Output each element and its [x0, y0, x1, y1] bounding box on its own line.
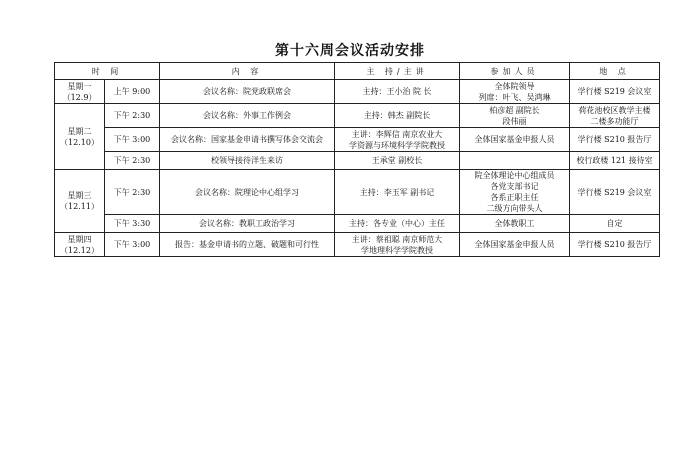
- time-cell: 下午 2:30: [105, 152, 160, 170]
- header-content: 内 容: [160, 63, 335, 80]
- header-time: 时 间: [55, 63, 160, 80]
- table-header-row: [55, 63, 660, 80]
- participants-line: 柏彦超 副院长: [489, 105, 540, 115]
- weekday-label: 星期三: [67, 191, 92, 200]
- host-cell: [335, 170, 460, 215]
- host-line: 主讲：李辉信 南京农业大: [351, 129, 443, 139]
- time-cell: 上午 9:00: [105, 80, 160, 104]
- participants-line: 全体国家基金申报人员: [474, 135, 555, 144]
- weekday-label: 星期四: [67, 234, 92, 244]
- host-line: 王承堂 副校长: [371, 156, 423, 165]
- location-cell: [570, 170, 660, 215]
- location-cell: [570, 215, 660, 233]
- host-line: 主持：各专业（中心）主任: [349, 219, 446, 228]
- participants-cell: [460, 128, 570, 152]
- date-label: （12.10）: [60, 137, 99, 147]
- participants-cell: [460, 215, 570, 233]
- location-line: 二楼多功能厅: [590, 116, 639, 126]
- participants-line: 全体国家基金申报人员: [474, 240, 555, 249]
- content-cell: 校领导接待洋生来访: [160, 152, 335, 170]
- participants-line: 各系正职主任: [490, 193, 539, 202]
- time-cell: 下午 2:30: [105, 104, 160, 128]
- location-cell: [570, 128, 660, 152]
- host-line: 主持：李玉军 副书记: [359, 187, 435, 197]
- host-line: 主讲：蔡祖聪 南京师范大: [351, 234, 443, 244]
- content-cell: 会议名称：教职工政治学习: [160, 215, 335, 233]
- participants-cell: [460, 233, 570, 257]
- location-line: 学行楼 S210 报告厅: [577, 135, 652, 144]
- page-title: 第十六周会议活动安排: [275, 43, 425, 59]
- participants-line: 列席：叶飞、吴鸿琳: [478, 92, 551, 102]
- location-cell: [570, 233, 660, 257]
- content-cell: 会议名称：院党政联席会: [160, 80, 335, 104]
- host-cell: [335, 233, 460, 257]
- participants-line: 全体院领导: [494, 81, 535, 91]
- location-line: 荷花池校区教学主楼: [578, 105, 651, 115]
- host-line: 主持：韩杰 副院长: [363, 111, 431, 120]
- participants-cell: [460, 104, 570, 128]
- weekday-label: 星期二: [67, 126, 92, 136]
- content-cell: 会议名称：国家基金申请书撰写体会交流会: [160, 128, 335, 152]
- participants-line: 段伟丽: [502, 116, 527, 126]
- host-line: 主持：王小治 院 长: [362, 87, 432, 96]
- schedule-table: [54, 62, 660, 257]
- header-location: 地 点: [570, 63, 660, 80]
- participants-line: 院全体理论中心组成员: [474, 171, 555, 180]
- time-cell: 下午 2:30: [105, 170, 160, 215]
- location-line: 学行楼 S219 会议室: [577, 187, 652, 197]
- host-cell: [335, 152, 460, 170]
- table-row: [55, 233, 660, 257]
- participants-cell: [460, 80, 570, 104]
- day-cell: [55, 233, 105, 257]
- location-line: 学行楼 S219 会议室: [577, 87, 652, 96]
- location-cell: [570, 104, 660, 128]
- host-cell: [335, 215, 460, 233]
- participants-cell: [460, 152, 570, 170]
- participants-cell: [460, 170, 570, 215]
- date-label: （12.12）: [60, 245, 99, 255]
- header-participants: 参加人员: [460, 63, 570, 80]
- table-row: [55, 80, 660, 104]
- content-cell: 会议名称：外事工作例会: [160, 104, 335, 128]
- day-cell: [55, 170, 105, 233]
- participants-line: 各党支部书记: [490, 182, 539, 191]
- table-row: [55, 104, 660, 128]
- content-cell: 报告：基金申请书的立题、破题和可行性: [160, 233, 335, 257]
- host-line: 学资源与环境科学学院教授: [349, 140, 446, 150]
- header-host: 主 持/主讲: [335, 63, 460, 80]
- table-row: [55, 170, 660, 215]
- table-row: [55, 215, 660, 233]
- content-cell: 会议名称：院理论中心组学习: [160, 170, 335, 215]
- location-line: 学行楼 S210 报告厅: [577, 240, 652, 249]
- host-cell: [335, 128, 460, 152]
- location-line: 自定: [606, 219, 623, 228]
- time-cell: 下午 3:00: [105, 233, 160, 257]
- location-line: 校行政楼 121 接待室: [576, 156, 653, 165]
- host-cell: [335, 80, 460, 104]
- host-cell: [335, 104, 460, 128]
- host-line: 学地理科学学院教授: [361, 245, 434, 255]
- date-label: （12.11）: [60, 202, 99, 211]
- participants-line: 全体教职工: [494, 219, 535, 228]
- time-cell: 下午 3:30: [105, 215, 160, 233]
- participants-line: 二级方向带头人: [486, 204, 543, 213]
- location-cell: [570, 152, 660, 170]
- schedule-body: [55, 80, 660, 257]
- location-cell: [570, 80, 660, 104]
- time-cell: 下午 3:00: [105, 128, 160, 152]
- date-label: （12.9）: [62, 92, 97, 102]
- day-cell: [55, 80, 105, 104]
- table-row: [55, 152, 660, 170]
- table-row: [55, 128, 660, 152]
- weekday-label: 星期一: [67, 81, 92, 91]
- day-cell: [55, 104, 105, 170]
